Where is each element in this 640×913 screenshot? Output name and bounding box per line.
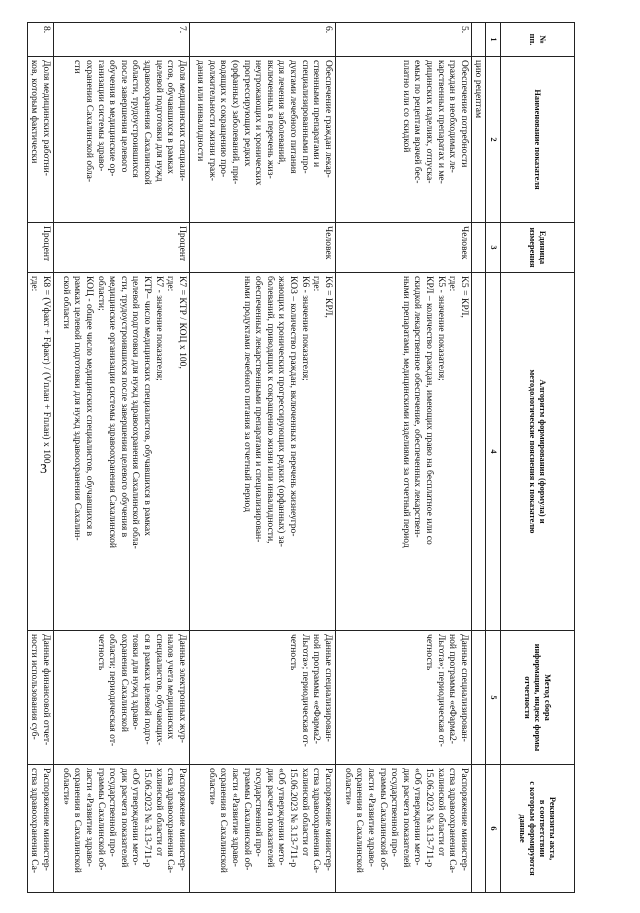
indicator-algorithm: K5 = КРЛ, где: К5 - значение показателя; КРЛ – количество граждан, имеющих право на бесплатное или со скидкой лекарственное обеспечение, обеспеченных лекарствен- ными препаратами, медицинскими изделиями за отчетный период xyxy=(335,273,471,631)
indicator-name: Доля медицинских работни- ков, которым фактически xyxy=(27,57,53,223)
row-number: 5. xyxy=(335,23,471,57)
indicator-algorithm: K6 = КРЛ, где: К6 - значение показателя; КОЗ – количество граждан, включенных в перечень жизнеугро- жающих и хронических прогрессирующих редких (орфанных) за- болеваний, приводящих к сокращению жизни или инвалидности, обеспеченных лекарственными препаратами и специализирован- ными продуктами лечебного питания за отчетный период xyxy=(189,273,335,631)
column-number: 6 xyxy=(486,765,501,893)
table-row xyxy=(471,23,486,893)
table-row xyxy=(27,23,53,893)
column-number: 5 xyxy=(486,631,501,765)
header-algorithm: Алгоритм формирования (формула) и методологические пояснения к показателю xyxy=(501,273,575,631)
indicator-basis: Распоряжение министер- ства здравоохранения Са- халинской области от 15.06.2023 № 3.13-711-р «Об утверждении мето- дик расчета показателей государственной про- граммы Сахалинской об- ласти «Развитие здраво- охранения в Сахалинской области» xyxy=(335,765,471,893)
indicator-name: Доля медицинских специали- стов, обучавшихся в рамках целевой подготовки для нужд здравоохранения Сахалинской области, трудоустроившихся после завершения целевого обучения в медицинские ор- ганизации системы здраво- охранения Сахалинской обла- сти xyxy=(53,57,189,223)
indicator-method: Данные специализирован- ной программы «еФарма2- Льгота»; периодическая от- четность xyxy=(335,631,471,765)
header-row xyxy=(501,23,575,893)
rotated-table-wrapper xyxy=(29,22,575,892)
table-row xyxy=(53,23,189,893)
indicator-name: Обеспечение потребности граждан в необходимых ле- карственных препаратах и ме- дицинских изделиях, отпуска- емых по рецептам врачей бес- платно или со скидкой xyxy=(335,57,471,223)
column-number: 3 xyxy=(486,223,501,273)
column-number: 4 xyxy=(486,273,501,631)
indicator-method: Данные специализирован- ной программы «еФарма2- Льгота»; периодическая от- четность xyxy=(189,631,335,765)
indicator-algorithm: К8 = (Vфакт + Fфакт) / (Vплан + Fплан) x 100, где: xyxy=(27,273,53,631)
indicators-table xyxy=(27,22,575,893)
indicator-method xyxy=(471,631,486,765)
table-row xyxy=(335,23,471,893)
row-number: 6. xyxy=(189,23,335,57)
header-number: № пп. xyxy=(501,23,575,57)
header-basis: Реквизиты акта, в соответствии с которым формируются данные xyxy=(501,765,575,893)
indicator-name: Обеспечение граждан лекар- ственными препаратами и специализированными про- дуктами лечебного питания для лечения заболеваний, включенных в перечень жиз- неугрожающих и хронических прогрессирующих редких (орфанных) заболеваний, при- водящих к сокращению про- должительности жизни граж- дания или инвалидности xyxy=(189,57,335,223)
indicator-algorithm xyxy=(471,273,486,631)
indicator-unit xyxy=(471,223,486,273)
column-number: 1 xyxy=(486,23,501,57)
row-number: 7. xyxy=(53,23,189,57)
column-number-row xyxy=(486,23,501,893)
indicator-unit: Процент xyxy=(53,223,189,273)
table-row xyxy=(189,23,335,893)
indicator-unit: Человек xyxy=(335,223,471,273)
indicator-basis xyxy=(471,765,486,893)
row-number xyxy=(471,23,486,57)
indicator-name: цию рецептам xyxy=(471,57,486,223)
indicator-algorithm: К7 = КТР / КОЦ x 100, где: К7 - значение показателя; КТР– число медицинских специалистов, обучавшихся в рамках целевой подготовки для нужд здравоохранения Сахалинской обла- сти, трудоустроившихся после завершения целевого обучения в медицинские организации системы здравоохранения Сахалинской области; КОЦ - общее число медицинских специалистов, обучавшихся в рамках целевой подготовки для нужд здравоохранения Сахалин- ской области xyxy=(53,273,189,631)
indicator-unit: Человек xyxy=(189,223,335,273)
header-unit: Единица измерения xyxy=(501,223,575,273)
page-number: 3 xyxy=(40,462,47,477)
indicator-basis: Распоряжение министер- ства здравоохранения Са- халинской области от 15.06.2023 № 3.13-711-р «Об утверждении мето- дик расчета показателей государственной про- граммы Сахалинской об- ласти «Развитие здраво- охранения в Сахалинской области» xyxy=(189,765,335,893)
indicator-basis: Распоряжение министер- ства здравоохранения Са- xyxy=(27,765,53,893)
header-method: Метод сбора информации, индекс формы отчетности xyxy=(501,631,575,765)
header-name: Наименование показателя xyxy=(501,57,575,223)
indicator-method: Данные электронных жур- налов учета медицинских специалистов, обучающих- ся в рамках целевой подго- товки для нужд здраво- охранения Сахалинской области; периодическая от- четность xyxy=(53,631,189,765)
indicator-basis: Распоряжение министер- ства здравоохранения Са- халинской области от 15.06.2023 № 3.13-711-р «Об утверждении мето- дик расчета показателей государственной про- граммы Сахалинской об- ласти «Развитие здраво- охранения в Сахалинской области» xyxy=(53,765,189,893)
indicator-unit: Процент xyxy=(27,223,53,273)
column-number: 2 xyxy=(486,57,501,223)
indicator-method: Данные финансовой отчет- ности использования суб- xyxy=(27,631,53,765)
row-number: 8. xyxy=(27,23,53,57)
